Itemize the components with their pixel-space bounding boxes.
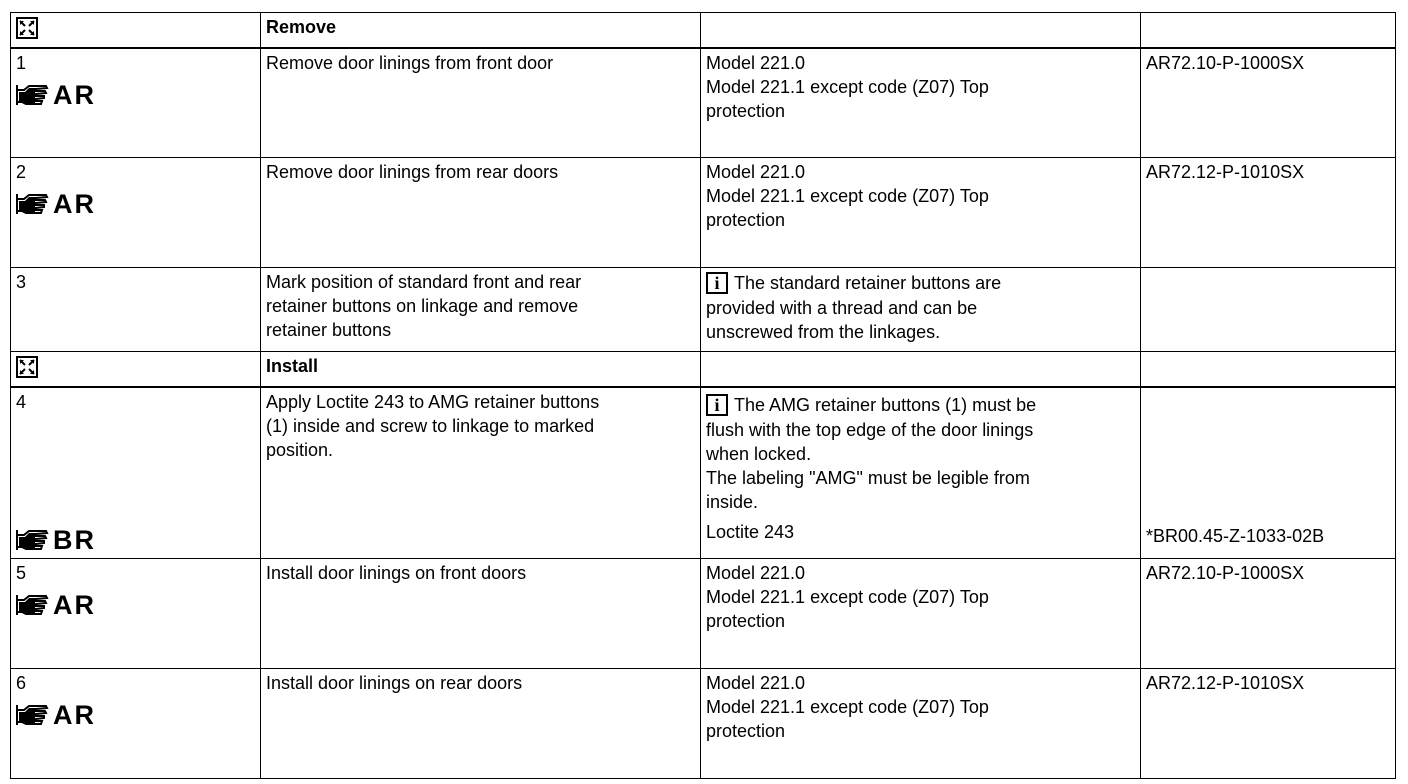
note-text: The AMG retainer buttons (1) must be [734,394,1037,415]
note-text: flush with the top edge of the door linings [706,419,1034,440]
table-row [11,387,1396,559]
document-link[interactable]: *BR00.45-Z-1033-02B [1146,525,1325,546]
section-title-remove: Remove [261,13,701,48]
section-row-install [11,352,1396,387]
step-text: Install door linings on front doors [266,563,527,583]
note-text: The standard retainer buttons are [734,273,1002,293]
document-link[interactable]: AR72.12-P-1010SX [1146,673,1305,693]
pointing-hand-icon [16,83,50,107]
step-text: retainer buttons on linkage and remove [266,296,579,316]
reference-code: AR [53,189,96,219]
document-link[interactable]: AR72.12-P-1010SX [1146,162,1305,182]
step-text: position. [266,439,334,460]
procedure-table [10,12,1396,779]
reference-link[interactable] [16,79,255,111]
model-text: protection [706,210,786,230]
model-text: Model 221.0 [706,52,806,73]
model-text: Model 221.0 [706,673,806,693]
material-text: Loctite 243 [706,521,795,542]
info-icon: i [706,394,728,416]
reference-link[interactable] [16,524,96,556]
expand-icon [16,356,38,378]
pointing-hand-icon [16,703,50,727]
note-text: when locked. [706,443,812,464]
table-row [11,158,1396,268]
table-row [11,48,1396,158]
reference-code: BR [53,524,96,555]
pointing-hand-icon [16,593,50,617]
section-title-install: Install [261,352,701,387]
note-text: unscrewed from the linkages. [706,322,941,342]
table-row [11,559,1396,669]
note-text: inside. [706,491,759,512]
note-text: The labeling "AMG" must be legible from [706,467,1030,488]
step-text: (1) inside and screw to linkage to marked [266,415,595,436]
reference-code: AR [53,590,96,620]
step-text: retainer buttons [266,320,392,340]
model-text: Model 221.1 except code (Z07) Top [706,186,989,206]
section-row-remove [11,13,1396,48]
table-row [11,669,1396,779]
step-text: Remove door linings from front door [266,52,554,73]
info-icon: i [706,272,728,294]
model-text: protection [706,100,786,121]
reference-code: AR [53,79,96,110]
reference-link[interactable] [16,699,255,731]
document-link[interactable]: AR72.10-P-1000SX [1146,52,1305,73]
model-text: Model 221.0 [706,162,806,182]
step-number: 6 [16,673,27,693]
step-text: Mark position of standard front and rear [266,272,582,292]
step-number: 3 [16,272,27,292]
step-number: 4 [16,391,27,412]
model-text: protection [706,611,786,631]
reference-link[interactable] [16,589,255,621]
document-link[interactable]: AR72.10-P-1000SX [1146,563,1305,583]
note-text: provided with a thread and can be [706,298,978,318]
reference-link[interactable] [16,188,255,220]
pointing-hand-icon [16,192,50,216]
model-text: Model 221.1 except code (Z07) Top [706,697,989,717]
model-text: protection [706,721,786,741]
table-row [11,268,1396,352]
step-text: Install door linings on rear doors [266,673,523,693]
step-number: 1 [16,52,27,73]
step-number: 5 [16,563,27,583]
step-number: 2 [16,162,27,182]
pointing-hand-icon [16,528,50,552]
step-text: Apply Loctite 243 to AMG retainer buttons [266,391,600,412]
expand-icon [16,17,38,39]
reference-code: AR [53,700,96,730]
model-text: Model 221.1 except code (Z07) Top [706,587,989,607]
model-text: Model 221.1 except code (Z07) Top [706,76,989,97]
model-text: Model 221.0 [706,563,806,583]
step-text: Remove door linings from rear doors [266,162,559,182]
